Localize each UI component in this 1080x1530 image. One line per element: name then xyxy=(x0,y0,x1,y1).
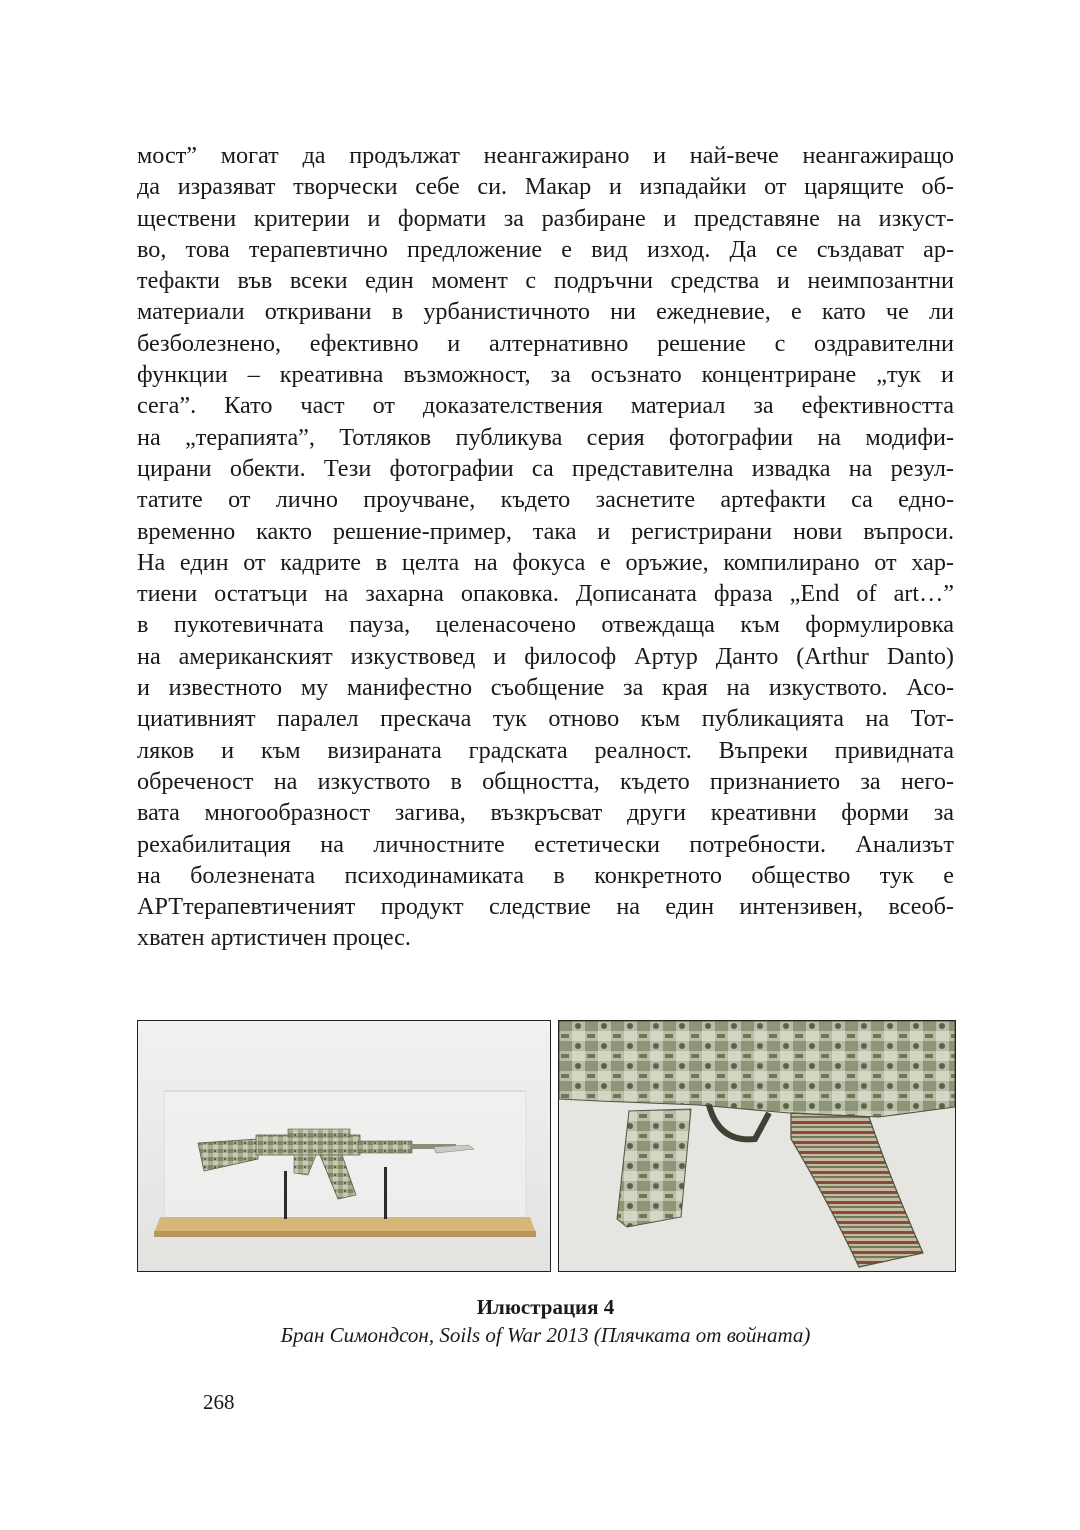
text-line: АРТтерапевтичeният продукт следствие на един интензивен, всеоб- xyxy=(137,893,954,921)
text-line: тефакти във всеки един момент с подръчни средства и неимпозантни xyxy=(137,267,954,295)
text-line: во, това терапевтично предложение е вид изход. Да се създават ар- xyxy=(137,235,954,263)
text-line: ществени критерии и формати за разбиране и представяне на изкуст- xyxy=(137,204,954,232)
page-number: 268 xyxy=(203,1390,235,1414)
text-line: рехабилитация на личностните естетически потребности. Анализът xyxy=(137,830,954,858)
text-line: цирани обекти. Тези фотографии са представителна извадка на резул- xyxy=(137,454,954,482)
text-line: в пукотевичната пауза, целенасочено отвеждаща към формулировка xyxy=(137,611,954,639)
text-line: тиени остатъци на захарна опаковка. Дописаната фраза „End of art…” xyxy=(137,580,954,608)
text-line: временно както решение-пример, така и регистрирани нови въпроси. xyxy=(137,517,954,545)
figure-title: Илюстрация 4 xyxy=(476,1295,615,1319)
text-line: циативният паралел прескача тук отново към публикацията на Тот- xyxy=(137,705,954,733)
body-paragraph xyxy=(137,140,954,954)
text-line: сега”. Като част от доказателствения материал за ефективността xyxy=(137,392,954,420)
text-line: ляков и към визираната градската реалност. Въпреки привидната xyxy=(137,736,954,764)
figure-caption: Бран Симондсон, Soils of War 2013 (Плячката от войната) xyxy=(280,1323,811,1347)
text-line: татите от лично проучване, където заснетите артефакти са едно- xyxy=(137,486,954,514)
text-line: на „терапията”, Тотляков публикува серия фотографии на модифи- xyxy=(137,423,954,451)
text-line: На един от кадрите в целта на фокуса е оръжие, компилирано от хар- xyxy=(137,548,954,576)
text-line: да изразяват творчески себе си. Макар и изпадайки от царящите об- xyxy=(137,173,954,201)
text-line: функции – креативна възможност, за осъзнато концентриране „тук и xyxy=(137,361,954,389)
text-line: материали откривани в урбанистичното ни ежедневие, е като че ли xyxy=(137,298,954,326)
artwork-photo-detail xyxy=(558,1020,956,1272)
rifle-sculpture-illustration xyxy=(138,1021,550,1271)
text-line: вата многообразност загива, възкръсват други креативни форми за xyxy=(137,799,954,827)
text-line: на болезнената психодинамиката в конкретното общество тук е xyxy=(137,861,954,889)
text-line: безболезнено, ефективно и алтернативно решение с оздравителни xyxy=(137,329,954,357)
text-line: и известното му манифестно съобщение за края на изкуството. Асо- xyxy=(137,674,954,702)
text-line: обреченост на изкуството в общността, където признанието за него- xyxy=(137,767,954,795)
rifle-closeup-illustration xyxy=(559,1021,955,1271)
artwork-photo-full-view xyxy=(137,1020,551,1272)
text-line: на американският изкуствовед и философ Артур Данто (Arthur Danto) xyxy=(137,642,954,670)
text-line: мост” могат да продължат неангажирано и най-вече неангажиращо xyxy=(137,142,954,169)
text-line: хватен артистичен процес. xyxy=(137,924,411,952)
